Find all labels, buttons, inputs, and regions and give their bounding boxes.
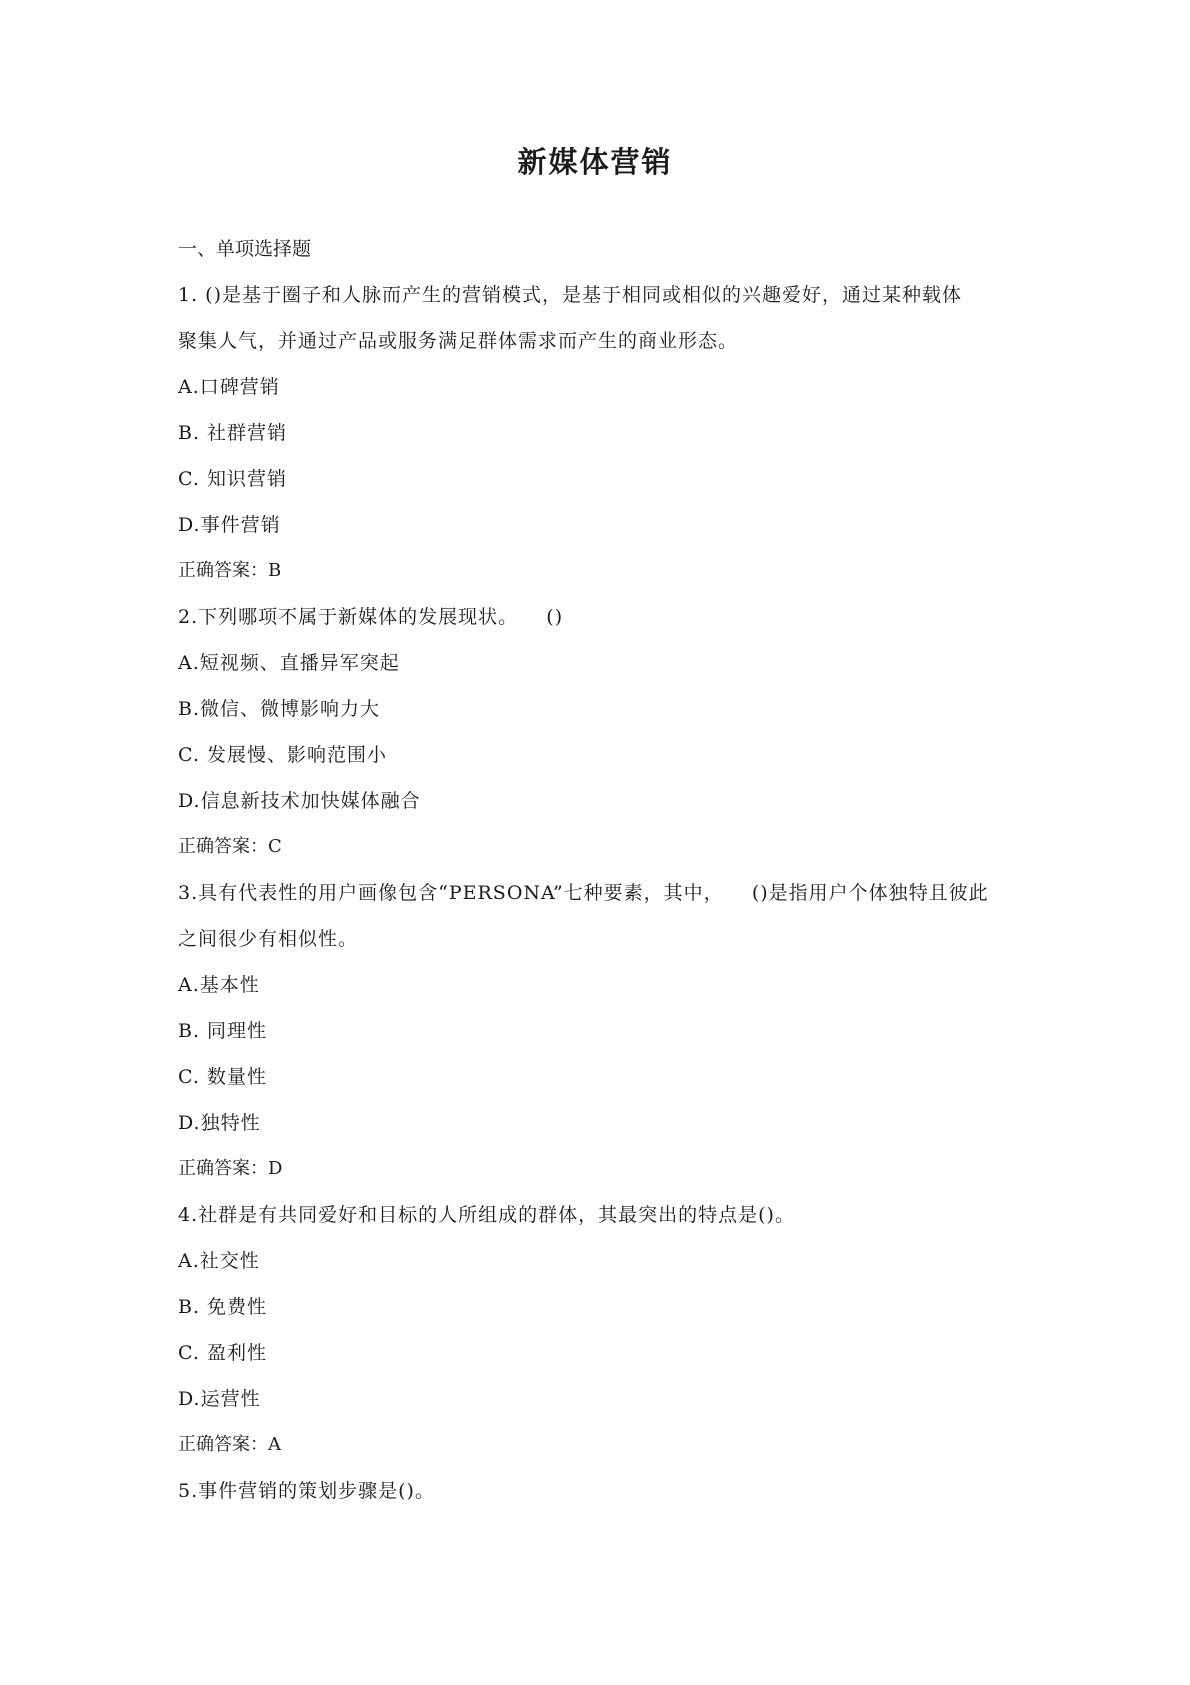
question-stem — [178, 282, 1018, 374]
option-c: C. 数量性 — [178, 1066, 267, 1088]
question-1 — [178, 282, 1018, 604]
question-2 — [178, 604, 1018, 880]
option-d: D.独特性 — [178, 1112, 261, 1134]
option-d: D.运营性 — [178, 1388, 261, 1410]
correct-answer: 正确答案：B — [178, 560, 282, 581]
option-c: C. 盈利性 — [178, 1342, 267, 1364]
option-c: C. 发展慢、影响范围小 — [178, 744, 387, 766]
question-stem-line: 1. ()是基于圈子和人脉而产生的营销模式，是基于相同或相似的兴趣爱好，通过某种载体 — [178, 284, 962, 306]
question-stem: 5.事件营销的策划步骤是()。 — [178, 1480, 435, 1502]
option-b: B. 社群营销 — [178, 422, 288, 444]
correct-answer: 正确答案：A — [178, 1434, 281, 1455]
question-stem: 4.社群是有共同爱好和目标的人所组成的群体，其最突出的特点是()。 — [178, 1204, 795, 1226]
option-b: B.微信、微博影响力大 — [178, 698, 381, 720]
option-a: A.短视频、直播异军突起 — [178, 652, 400, 674]
question-4 — [178, 1202, 1018, 1478]
document-body — [178, 236, 1018, 1524]
document-title: 新媒体营销 — [517, 145, 673, 179]
correct-answer: 正确答案：D — [178, 1158, 283, 1179]
question-5 — [178, 1478, 1018, 1524]
option-d: D.信息新技术加快媒体融合 — [178, 790, 421, 812]
option-c: C. 知识营销 — [178, 468, 287, 490]
question-stem — [178, 880, 1018, 972]
section-heading: 一、单项选择题 — [178, 238, 312, 260]
option-a: A.基本性 — [178, 974, 260, 996]
option-b: B. 同理性 — [178, 1020, 268, 1042]
option-b: B. 免费性 — [178, 1296, 268, 1318]
question-stem-line: 之间很少有相似性。 — [178, 928, 359, 950]
option-a: A.社交性 — [178, 1250, 260, 1272]
option-a: A.口碑营销 — [178, 376, 280, 398]
option-d: D.事件营销 — [178, 514, 281, 536]
question-stem-line: 3.具有代表性的用户画像包含“PERSONA”七种要素，其中， ()是指用户个体独特且彼此 — [178, 882, 989, 904]
question-stem: 2.下列哪项不属于新媒体的发展现状。 () — [178, 606, 564, 628]
correct-answer: 正确答案：C — [178, 836, 282, 857]
question-3 — [178, 880, 1018, 1202]
question-stem-line: 聚集人气，并通过产品或服务满足群体需求而产生的商业形态。 — [178, 330, 739, 352]
